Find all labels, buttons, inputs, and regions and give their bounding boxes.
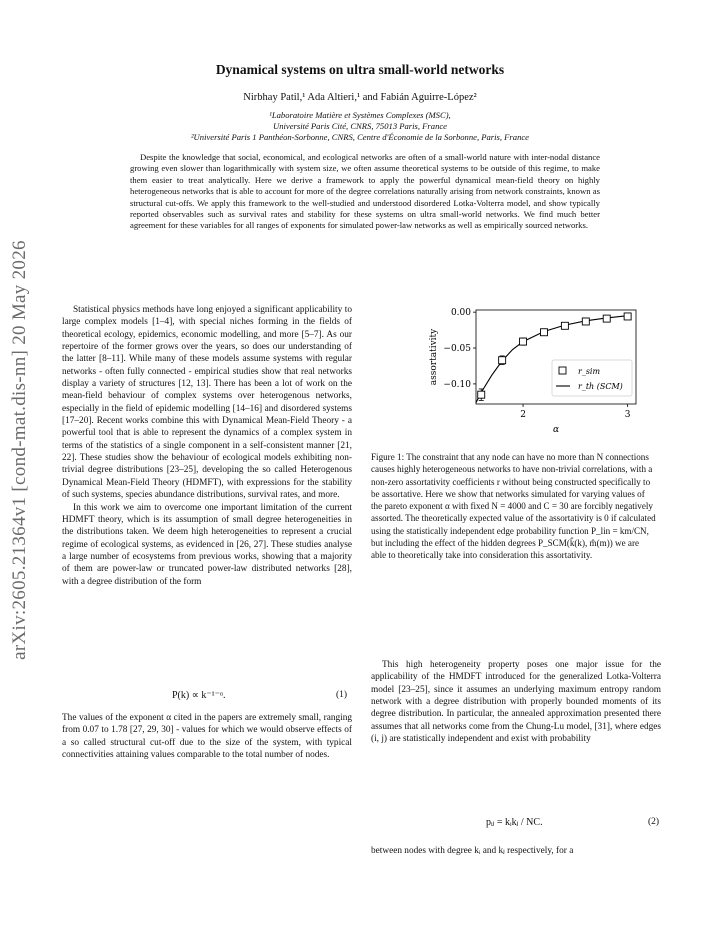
left-column-continued	[62, 712, 352, 761]
right-column-continued	[371, 845, 661, 857]
assortativity-chart	[420, 300, 650, 440]
affiliation-2: ²Université Paris 1 Panthéon-Sorbonne, CNRS, Centre d'Économie de la Sorbonne, Paris, France	[190, 132, 529, 142]
y-axis-label: assortativity	[429, 328, 439, 386]
equation-2: pᵢⱼ = kᵢkⱼ / NC.	[486, 817, 543, 828]
right-column	[371, 659, 661, 745]
sim-point	[540, 329, 547, 336]
sim-point	[499, 357, 506, 364]
legend-label-sim: r_sim	[578, 367, 601, 376]
y-tick-label: −0.05	[443, 344, 471, 355]
intro-paragraph-1: Statistical physics methods have long enjoyed a significant applicability to large complex models [1–4], with special niches forming in the fields of theoretical ecology, epidemics, economic modelling, and more [5–7]. As our repertoire of the former grows over the years, so does our understanding of the latter [8–11]. While many of these models assume systems with regular networks - often fully connected - empirical studies show that real networks display a variety of structures [12, 13]. There has been a lot of work on the mean-field behaviour of complex systems over heterogenous networks, especially in the field of epidemic modelling [14–16] and disordered systems [17–20]. Recent works combine this with Dynamical Mean-Field Theory - a powerful tool that is able to represent the dynamics of a complex system in terms of the statistics of a single component in a self-consistent manner [21, 22]. These studies show the behaviour of ecological models exhibiting non-trivial degree distributions [23–25], developing the so called Heterogenous Dynamical Mean-Field Theory (HDMFT), with expressions for the stability of such systems, species abundance distributions, survival rates, and more.	[62, 305, 352, 501]
sim-point	[624, 313, 631, 320]
affiliation-1-line-2: Université Paris Cité, CNRS, 75013 Paris, France	[272, 121, 447, 131]
sim-point	[603, 315, 610, 322]
paper-title: Dynamical systems on ultra small-world networks	[215, 62, 505, 77]
x-axis-label: α	[552, 425, 560, 435]
x-tick-label: 3	[624, 410, 631, 420]
abstract: Despite the knowledge that social, economical, and ecological networks are often of a small-world nature with inter-nodal distance growing even slower than logarithmically with system size, we often assume theoretical systems to be outside of this regime, to make them easier to treat analytically. Here we derive a framework to apply the powerful dynamical mean-field theory on highly heterogeneous networks that is able to account for more of the degree correlations naturally arising from network constraints, known as structural cut-offs. We apply this framework to the well-studied and understood disordered Lotka-Volterra model, and show typically reported observables such as survival rates and stability for these systems on ultra small-world networks. We find much better agreement for these variables for all ranges of exponents for simulated power-law networks as well as empirically sourced networks.	[130, 152, 600, 231]
legend-label-theory: r_th (SCM)	[578, 382, 623, 391]
left-column	[62, 304, 352, 588]
x-tick-label: 2	[520, 410, 526, 420]
author-list: Nirbhay Patil,¹ Ada Altieri,¹ and Fabián Aguirre-López²	[243, 92, 477, 103]
equation-1: P(k) ∝ k⁻¹⁻ᵅ.	[172, 690, 226, 701]
body-paragraph-right-1: This high heterogeneity property poses one major issue for the applicability of the HMDFT introduced for the generalized Lotka-Volterra model [23–25], since it assumes an underlying maximum entropy random network with a degree distribution with properly bounded moments of its degree distribution. In particular, the annealed approximation presented there assumes that all networks come from the Chung-Lu model, [31], where edges (i, j) are statistically independent and exist with probability	[371, 660, 661, 745]
affiliation-1-line-1: ¹Laboratoire Matière et Systèmes Complexes (MSC),	[269, 110, 451, 120]
sim-point	[561, 322, 568, 329]
sim-point	[582, 318, 589, 325]
y-tick-label: 0.00	[450, 308, 471, 319]
intro-paragraph-3: The values of the exponent α cited in the papers are extremely small, ranging from 0.07 to 1.78 [27, 29, 30] - values for which we would observe effects of a so called structural cut-off due to the size of the system, with typical connectivities attaining values comparable to the total number of nodes.	[62, 713, 352, 761]
y-tick-label: −0.10	[443, 379, 471, 390]
legend-marker-sim	[559, 367, 566, 374]
equation-1-number: (1)	[336, 690, 348, 700]
arxiv-identifier: arXiv:2605.21364v1 [cond-mat.dis-nn] 20 May 2026	[9, 240, 30, 660]
intro-paragraph-2: In this work we aim to overcome one important limitation of the current HDMFT theory, which is its assumption of small degree heterogeneities in the distributions taken. We deem high heterogeneities to represent a crucial regime of ecological systems, as evidenced in [26, 27]. These studies analyse a large number of ecosystems from previous works, showing that a majority of them are power-law or truncated power-law distributed networks [28], with a degree distribution of the form	[62, 502, 352, 587]
equation-2-number: (2)	[648, 817, 660, 827]
arxiv-side-stamp	[0, 200, 40, 700]
sim-point	[520, 338, 527, 345]
figure-1-caption: Figure 1: The constraint that any node can have no more than N connections causes highly heterogeneous networks to have non-trivial correlations, with a non-zero assortativity coefficients r without being constructed specifically to be assortative. Here we show that networks simulated for varying values of the pareto exponent α with fixed N = 4000 and C = 30 are forcibly negatively assorted. The theoretically expected value of the assortativity is 0 if calculated using the statistically independent edge probability function P_lin = km/CN, but including the effect of the hidden degrees P_SCM(k̂(k), m̂(m)) we are able to theoretically take into consideration this assortativity.	[371, 452, 656, 561]
body-paragraph-right-2: between nodes with degree kᵢ and kⱼ respectively, for a	[371, 846, 574, 856]
sim-point	[478, 391, 485, 398]
